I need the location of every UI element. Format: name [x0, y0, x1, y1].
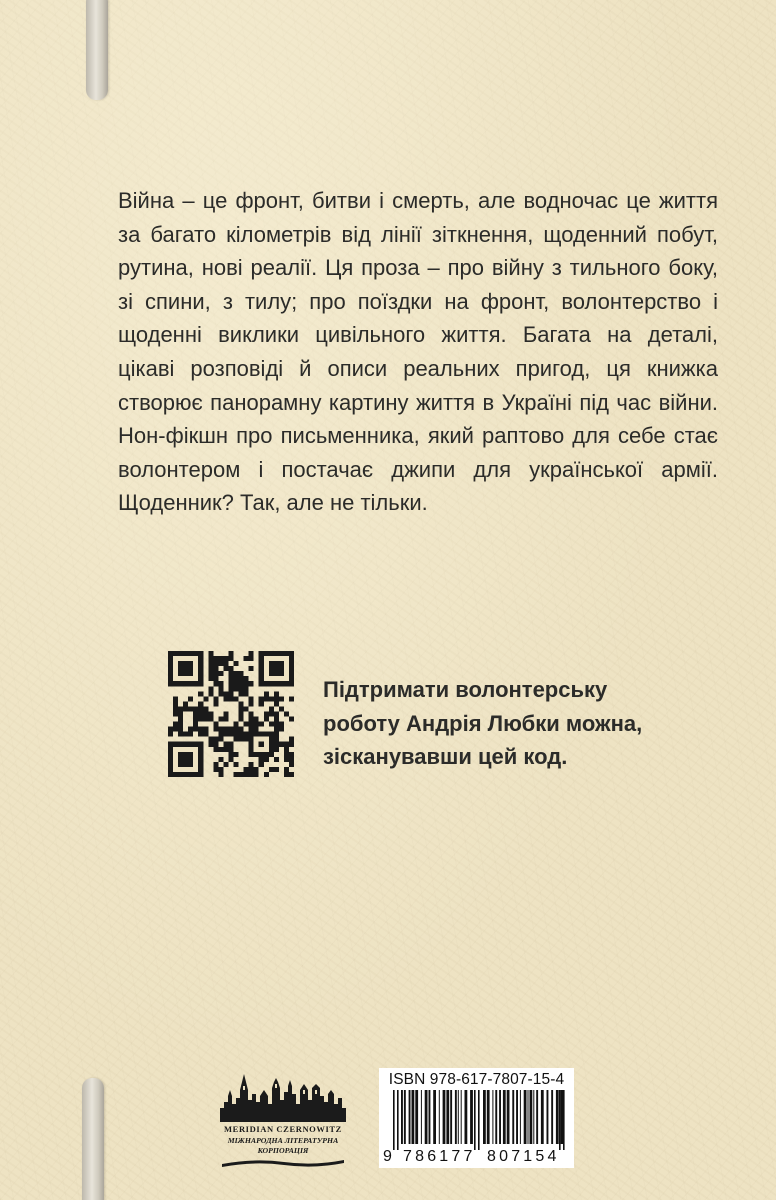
- bookmark-ribbon-bottom: [82, 1078, 104, 1200]
- publisher-subtitle: МІЖНАРОДНА ЛІТЕРАТУРНА КОРПОРАЦІЯ: [227, 1136, 339, 1155]
- qr-code-caption: Підтримати волонтерську роботу Андрія Любки можна, зісканувавши цей код.: [323, 677, 643, 769]
- barcode-first-digit: 9: [383, 1148, 392, 1165]
- publisher-name: MERIDIAN CZERNOWITZ: [224, 1124, 342, 1134]
- book-description: Війна – це фронт, битви і смерть, але водночас це життя за багато кілометрів від лінії зіткнення, щоденний побут, рутина, нові реалії. Ця проза – про війну з тильного боку, зі спини, з тилу; про поїздки на фронт, волонтерство і щоденні виклики цивільного життя. Багата на деталі, цікаві розповіді й описи реальних пригод, ця книжка створює панорамну картину життя в Україні під час війни. Нон-фікшн про письменника, який раптово для себе стає волонтером і постачає джипи для української армії. Щоденник? Так, але не тільки.: [118, 188, 718, 516]
- qr-code-icon: [168, 651, 294, 777]
- bookmark-ribbon-top: [86, 0, 108, 100]
- barcode-left-digits: 786177: [403, 1148, 476, 1165]
- barcode-right-digits: 807154: [487, 1148, 560, 1165]
- barcode-icon: [379, 1090, 574, 1150]
- publisher-logo-icon: [214, 1060, 352, 1172]
- isbn-barcode-label: [379, 1068, 574, 1168]
- isbn-text: ISBN 978-617-7807-15-4: [388, 1071, 565, 1088]
